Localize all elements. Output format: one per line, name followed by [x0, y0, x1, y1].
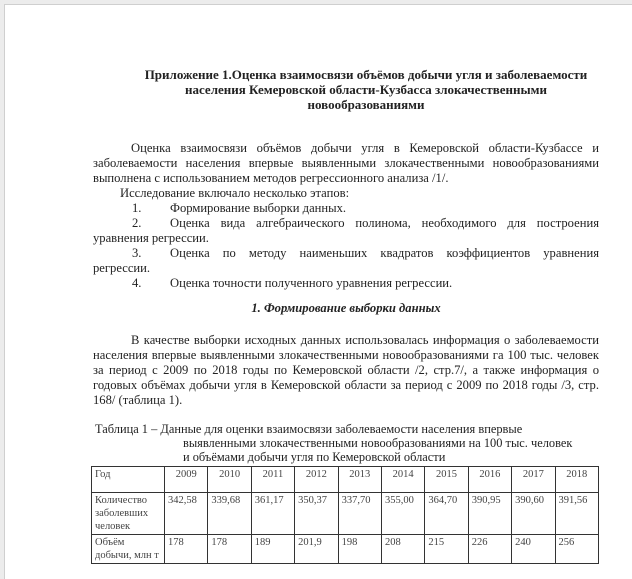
- table-row: [92, 493, 599, 535]
- table-cell: 339,68: [208, 493, 251, 535]
- year-cell: 2010: [208, 467, 251, 493]
- table-row: [92, 535, 599, 564]
- caption-line: и объёмами добычи угля по Кемеровской области: [183, 450, 446, 464]
- table-cell: 215: [425, 535, 468, 564]
- table-header-row: [92, 467, 599, 493]
- table-cell: 240: [512, 535, 555, 564]
- stage-number: 2.: [132, 216, 142, 230]
- stage-number: 1.: [132, 201, 142, 215]
- stage-item: [93, 201, 599, 216]
- caption-line: Таблица 1 – Данные для оценки взаимосвязи заболеваемости населения впервые: [95, 422, 523, 436]
- table-cell: 189: [251, 535, 294, 564]
- section-paragraph: В качестве выборки исходных данных использовалась информация о заболеваемости населения впервые выявленными злокачественными новообразованиями га 100 тыс. человек за период с 2009 по 2018 годы по Кемеровской области /2, стр.7/, а также информация о годовых объёмах добычи угля в Кемеровской области за период с 2009 по 2018 годы /3, стр. 168/ (таблица 1).: [93, 333, 599, 407]
- stage-text: Оценка вида алгебраического полинома, необходимого для построения уравнения регрессии.: [93, 216, 599, 245]
- table-cell: 364,70: [425, 493, 468, 535]
- intro-paragraph: Оценка взаимосвязи объёмов добычи угля в Кемеровской области-Кузбассе и заболеваемости населения впервые выявленными злокачественными новообразованиями выполнена с использованием методов регрессионного анализа /1/.: [93, 141, 599, 185]
- data-table: [91, 466, 599, 564]
- table-cell: 390,60: [512, 493, 555, 535]
- stage-item: [93, 246, 599, 276]
- year-cell: 2013: [338, 467, 381, 493]
- table-cell: 350,37: [295, 493, 338, 535]
- section-heading: 1. Формирование выборки данных: [251, 301, 441, 315]
- document-title: [125, 67, 607, 112]
- caption-line: выявленными злокачественными новообразованиями на 100 тыс. человек: [183, 436, 573, 450]
- stage-item: [93, 216, 599, 246]
- stages-intro: Исследование включало несколько этапов:: [120, 186, 350, 200]
- stage-text: Формирование выборки данных.: [170, 201, 347, 215]
- table-cell: 208: [381, 535, 424, 564]
- table-cell: 226: [468, 535, 511, 564]
- table-cell: 337,70: [338, 493, 381, 535]
- table-cell: 355,00: [381, 493, 424, 535]
- table-cell: 361,17: [251, 493, 294, 535]
- stage-item: [93, 276, 599, 291]
- table-caption: [95, 422, 599, 464]
- stage-number: 4.: [132, 276, 142, 290]
- stage-number: 3.: [132, 246, 142, 260]
- year-cell: 2015: [425, 467, 468, 493]
- title-line: Приложение 1.Оценка взаимосвязи объёмов добычи угля и заболеваемости: [144, 67, 588, 82]
- year-cell: 2017: [512, 467, 555, 493]
- stage-text: Оценка по методу наименьших квадратов коэффициентов уравнения регрессии.: [93, 246, 599, 275]
- table-cell: 178: [208, 535, 251, 564]
- table-cell: 391,56: [555, 493, 598, 535]
- title-line: новообразованиями: [307, 97, 425, 112]
- header-cell: Год: [92, 467, 165, 493]
- table-cell: 256: [555, 535, 598, 564]
- year-cell: 2016: [468, 467, 511, 493]
- stage-text: Оценка точности полученного уравнения регрессии.: [170, 276, 453, 290]
- title-line: населения Кемеровской области-Кузбасса злокачественными: [185, 82, 547, 97]
- year-cell: 2014: [381, 467, 424, 493]
- row-label: Количество заболевших человек: [92, 493, 165, 535]
- row-label: Объём добычи, млн т: [92, 535, 165, 564]
- table-cell: 390,95: [468, 493, 511, 535]
- table-cell: 201,9: [295, 535, 338, 564]
- table-cell: 342,58: [165, 493, 208, 535]
- document-body: [93, 141, 599, 564]
- table-cell: 178: [165, 535, 208, 564]
- table-cell: 198: [338, 535, 381, 564]
- year-cell: 2012: [295, 467, 338, 493]
- year-cell: 2011: [251, 467, 294, 493]
- year-cell: 2009: [165, 467, 208, 493]
- year-cell: 2018: [555, 467, 598, 493]
